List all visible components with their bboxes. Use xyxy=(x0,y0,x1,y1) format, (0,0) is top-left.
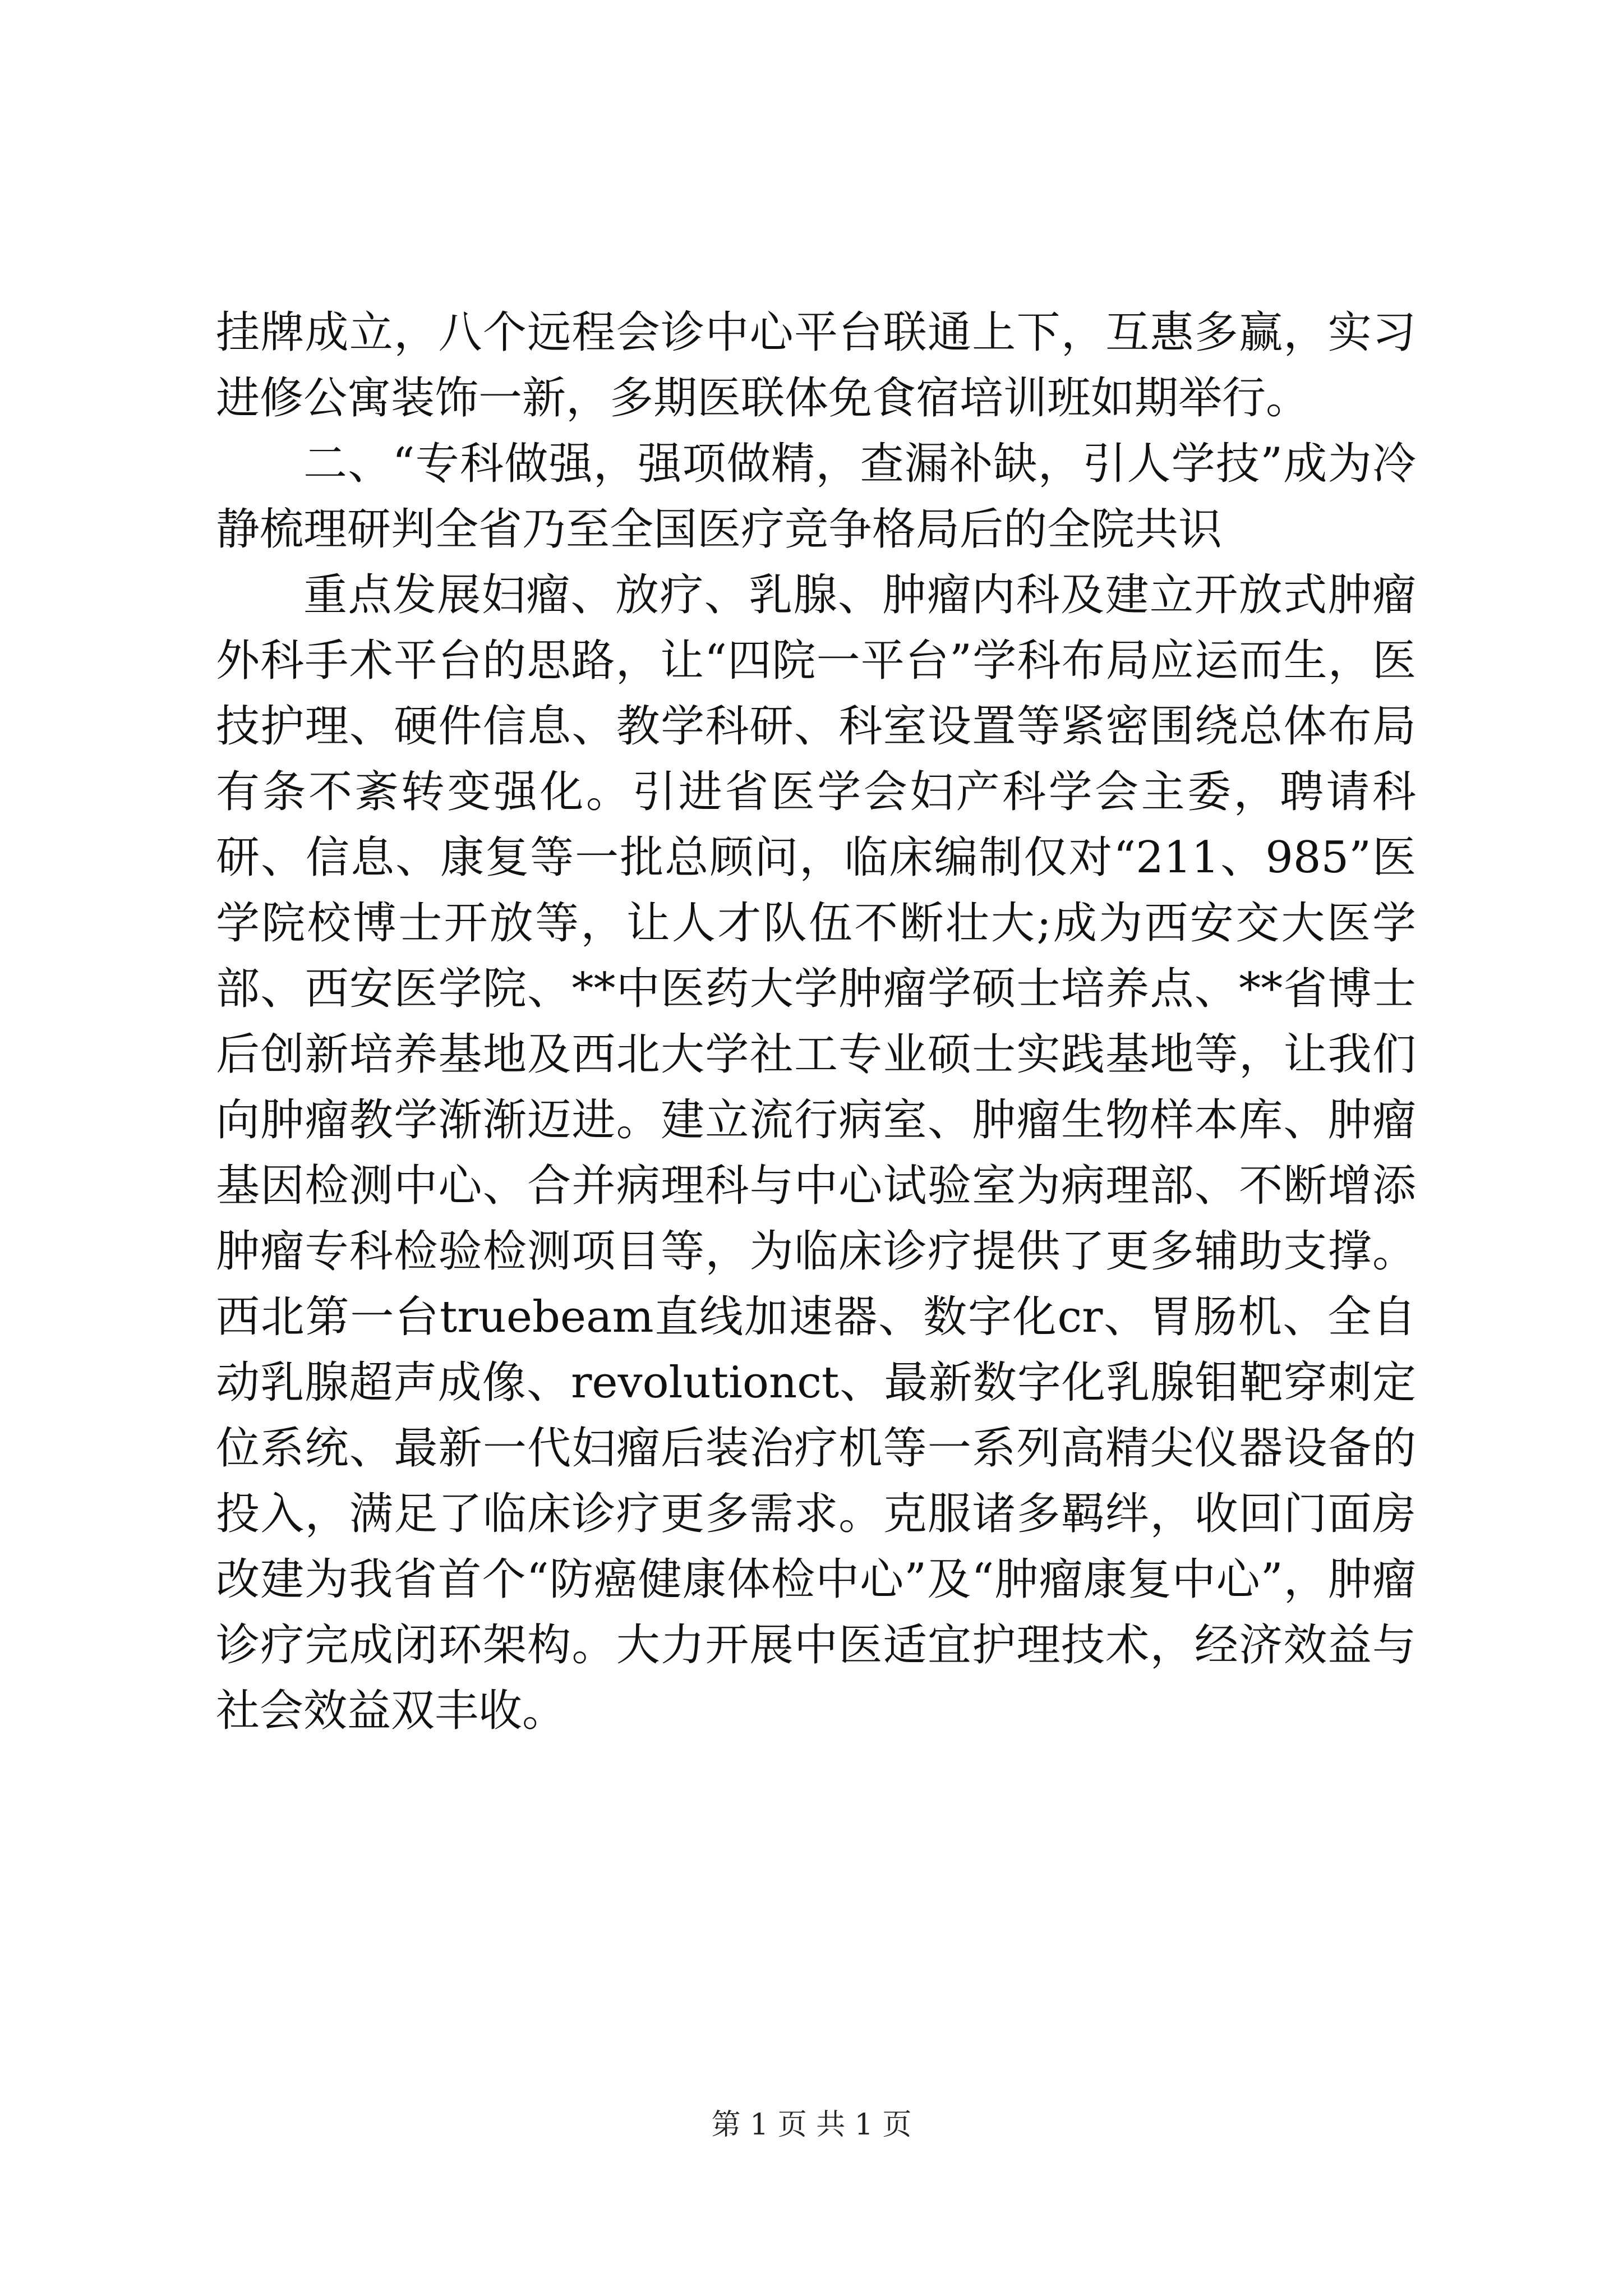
paragraph-main: 重点发展妇瘤、放疗、乳腺、肿瘤内科及建立开放式肿瘤外科手术平台的思路，让“四院一平台”学科布局应运而生，医技护理、硬件信息、教学科研、科室设置等紧密围绕总体布局有条不紊转变强化。引进省医学会妇产科学会主委，聘请科研、信息、康复等一批总顾问，临床编制仅对“211、985”医学院校博士开放等，让人才队伍不断壮大;成为西安交大医学部、西安医学院、**中医药大学肿瘤学硕士培养点、**省博士后创新培养基地及西北大学社工专业硕士实践基地等，让我们向肿瘤教学渐渐迈进。建立流行病室、肿瘤生物样本库、肿瘤基因检测中心、合并病理科与中心试验室为病理部、不断增添肿瘤专科检验检测项目等，为临床诊疗提供了更多辅助支撑。西北第一台truebeam直线加速器、数字化cr、胃肠机、全自动乳腺超声成像、revolutionct、最新数字化乳腺钼靶穿刺定位系统、最新一代妇瘤后装治疗机等一系列高精尖仪器设备的投入，满足了临床诊疗更多需求。克服诸多羁绊，收回门面房改建为我省首个“防癌健康体检中心”及“肿瘤康复中心”，肿瘤诊疗完成闭环架构。大力开展中医适宜护理技术，经济效益与社会效益双丰收。 xyxy=(216,570,1416,1736)
document-body xyxy=(216,300,1416,1744)
page-footer: 第 1 页 共 1 页 xyxy=(711,2108,912,2142)
paragraph-continuation: 挂牌成立，八个远程会诊中心平台联通上下，互惠多赢，实习进修公寓装饰一新，多期医联体免食宿培训班如期举行。 xyxy=(216,307,1416,424)
section-heading: 二、“专科做强，强项做精，查漏补缺，引人学技”成为冷静梳理研判全省乃至全国医疗竞争格局后的全院共识 xyxy=(216,439,1416,555)
